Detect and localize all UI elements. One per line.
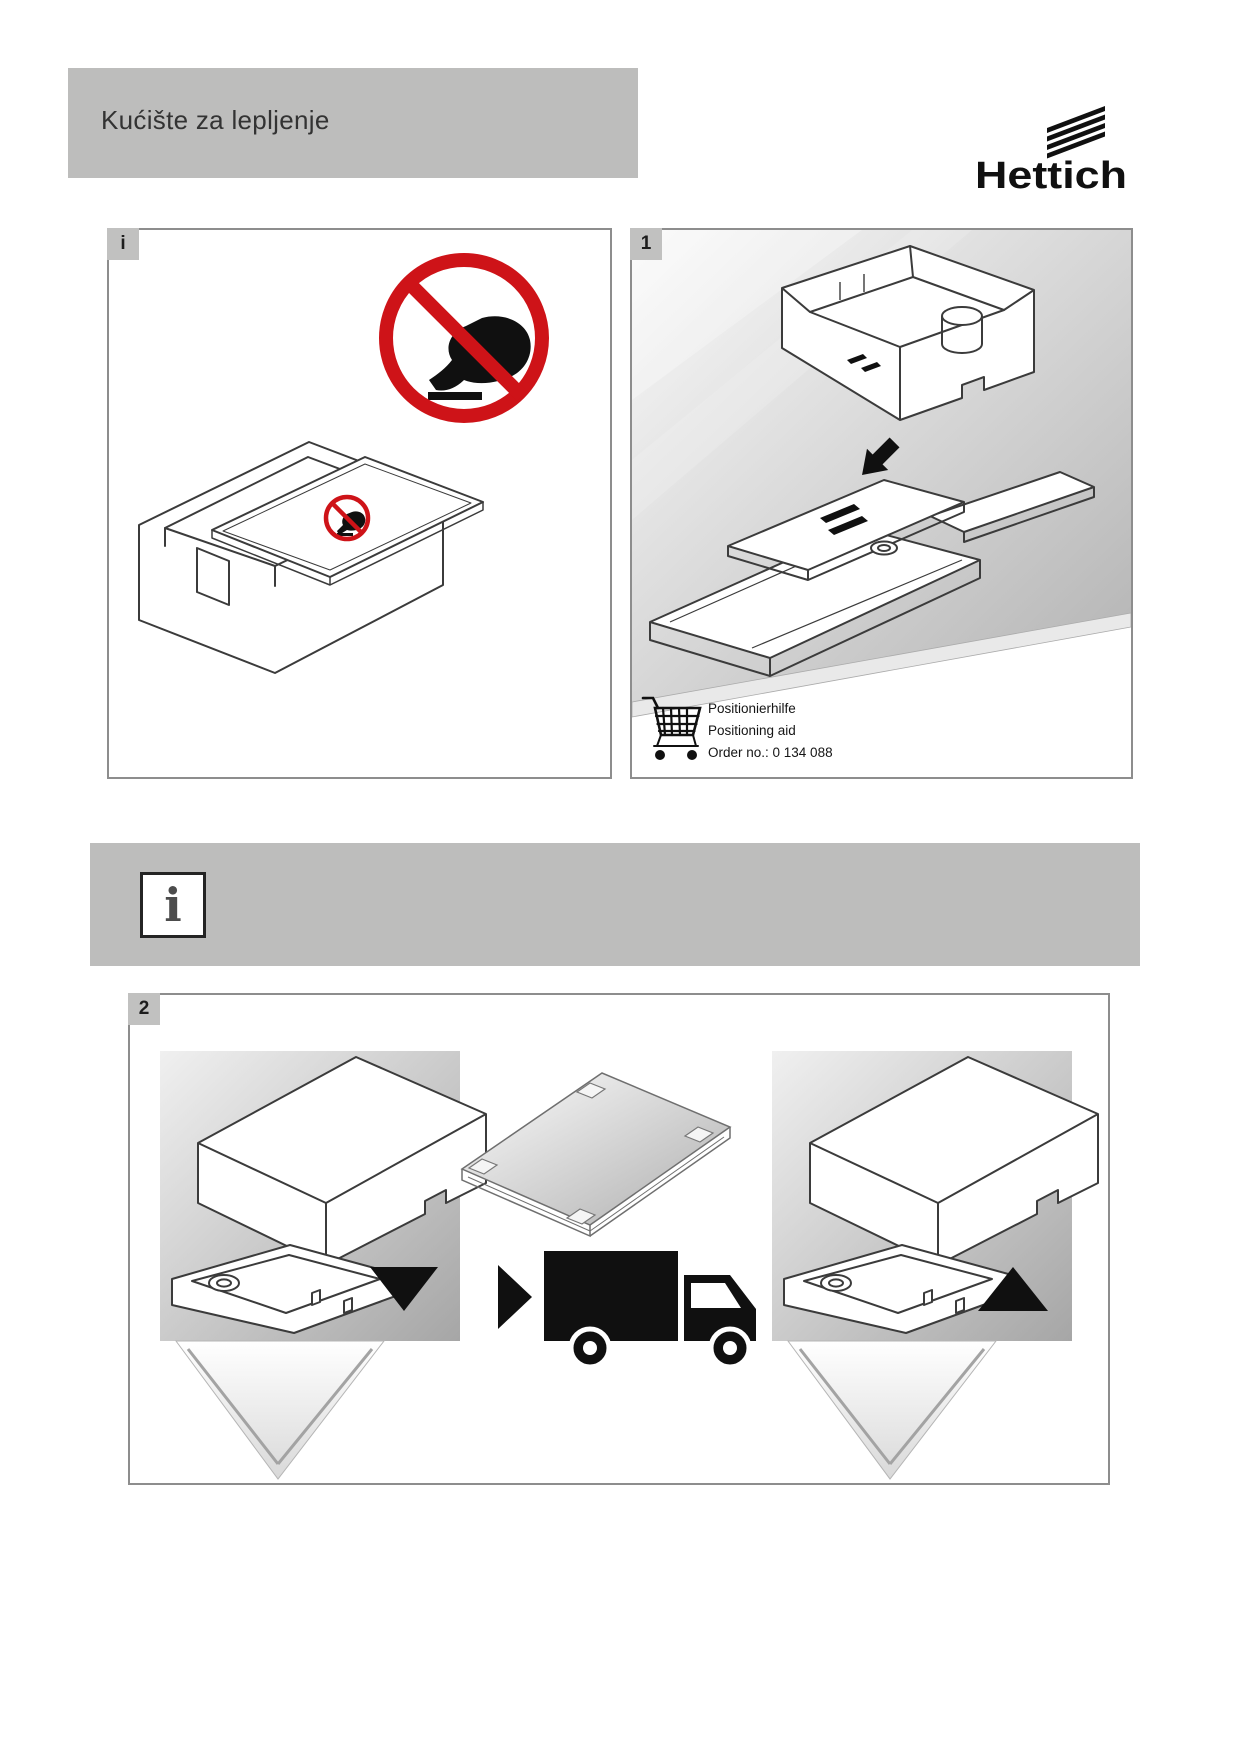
order-name-en: Positioning aid (708, 723, 796, 738)
step2-figure (130, 995, 1108, 1483)
info-symbol: i (164, 878, 182, 932)
step2-right-figure (772, 1051, 1098, 1479)
glass-panel-figure (462, 1073, 730, 1236)
info-icon (140, 872, 206, 938)
step2-middle-figure (462, 1073, 756, 1367)
warning-panel (107, 228, 612, 779)
title-bar (68, 68, 638, 178)
order-number: Order no.: 0 134 088 (708, 745, 833, 760)
order-info (708, 698, 833, 764)
panel-i-label: i (107, 228, 139, 260)
step2-panel (128, 993, 1110, 1485)
order-name-de: Positionierhilfe (708, 701, 796, 716)
shopping-cart-icon (640, 688, 706, 770)
delivery-truck-icon (498, 1251, 756, 1367)
mini-prohibition-icon (324, 495, 370, 541)
packaging-box-figure (139, 442, 483, 673)
logo-stripes-mark (1047, 106, 1105, 159)
info-bar (90, 843, 1140, 966)
no-touch-prohibition-icon (379, 253, 549, 423)
warning-figure (109, 230, 610, 777)
arrow-right-triangle (498, 1265, 532, 1329)
hettich-logo (975, 96, 1137, 196)
step1-panel (630, 228, 1133, 779)
step2-left-figure (160, 1051, 486, 1479)
panel-2-label: 2 (128, 993, 160, 1025)
page-title: Kućište za lepljenje (101, 105, 330, 135)
step1-figure (632, 230, 1131, 777)
logo-wordmark: Hettich (975, 155, 1127, 196)
panel-1-label: 1 (630, 228, 662, 260)
